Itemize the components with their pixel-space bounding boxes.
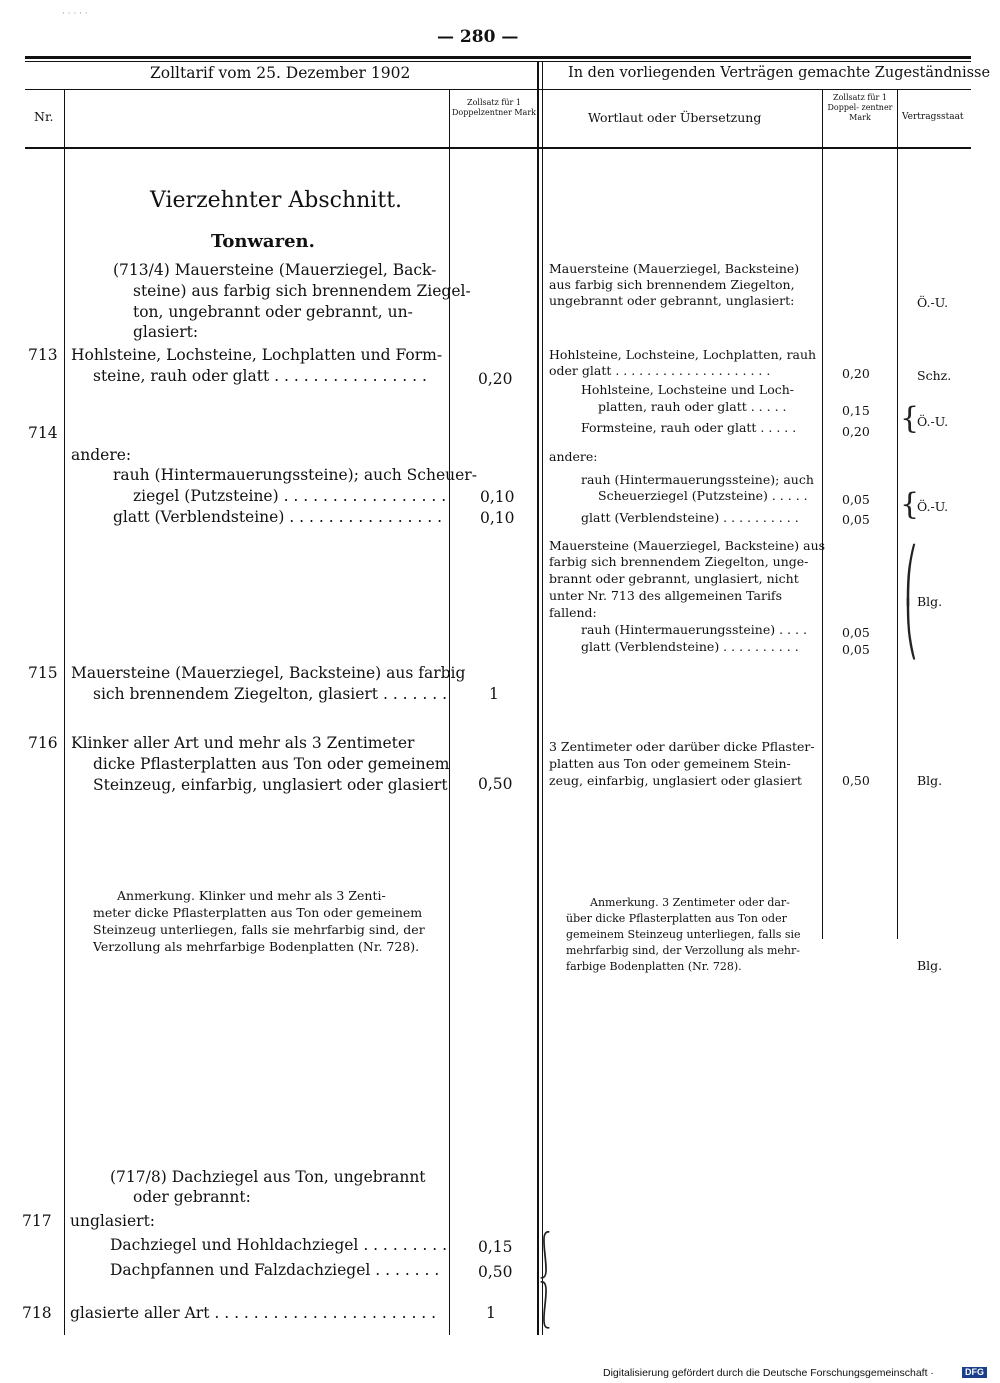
brace-e-lower: ⎝ bbox=[904, 600, 918, 660]
section-subtitle: Tonwaren. bbox=[211, 231, 315, 252]
right-a-line2: aus farbig sich brennendem Ziegelton, bbox=[549, 277, 795, 292]
nr-713: 713 bbox=[28, 346, 58, 364]
rate-716: 0,50 bbox=[478, 775, 513, 793]
header-mid-rule bbox=[25, 89, 971, 90]
text-714-line1: andere: bbox=[71, 446, 132, 464]
right-e-rate2: 0,05 bbox=[842, 642, 870, 657]
right-f-line2: platten aus Ton oder gemeinem Stein- bbox=[549, 756, 791, 771]
right-f-line1: 3 Zentimeter oder darüber dicke Pflaster- bbox=[549, 739, 815, 754]
intro-717-8-line2: oder gebrannt: bbox=[133, 1188, 251, 1206]
anm-right-line5: farbige Bodenplatten (Nr. 728). bbox=[566, 960, 742, 973]
intro-713-4-line4: glasiert: bbox=[133, 323, 199, 341]
intro-717-8-line1: (717/8) Dachziegel aus Ton, ungebrannt bbox=[110, 1168, 426, 1186]
right-c-line3: Formsteine, rauh oder glatt . . . . . bbox=[581, 420, 797, 435]
intro-713-4-line2: steine) aus farbig sich brennendem Ziegel- bbox=[133, 282, 471, 300]
anm-right-state: Blg. bbox=[917, 958, 943, 973]
header-col-state: Vertragsstaat bbox=[902, 112, 964, 122]
right-e-line7: glatt (Verblendsteine) . . . . . . . . . . bbox=[581, 639, 799, 654]
brace-c: { bbox=[900, 401, 920, 436]
nr-715: 715 bbox=[28, 664, 58, 682]
right-b-rate: 0,20 bbox=[842, 366, 870, 381]
right-d-rate2: 0,05 bbox=[842, 512, 870, 527]
col-rule-middle-2 bbox=[542, 61, 543, 1335]
anm-right-line2: über dicke Pflasterplatten aus Ton oder bbox=[566, 912, 787, 925]
rate-715: 1 bbox=[489, 685, 499, 703]
page-number: — 280 — bbox=[437, 27, 519, 47]
col-rule-wording bbox=[822, 89, 823, 939]
text-715-line1: Mauersteine (Mauerziegel, Backsteine) aus farbig bbox=[71, 664, 466, 682]
right-e-line4: unter Nr. 713 des allgemeinen Tarifs bbox=[549, 588, 782, 603]
right-e-line5: fallend: bbox=[549, 605, 597, 620]
col-rule-rate-left bbox=[449, 89, 450, 1335]
right-e-line3: brannt oder gebrannt, unglasiert, nicht bbox=[549, 571, 799, 586]
right-c-line1: Hohlsteine, Lochsteine und Loch- bbox=[581, 382, 795, 397]
right-e-line6: rauh (Hintermauerungssteine) . . . . bbox=[581, 622, 807, 637]
right-e-line2: farbig sich brennendem Ziegelton, unge- bbox=[549, 554, 809, 569]
right-c-state: Ö.-U. bbox=[917, 414, 949, 429]
header-right-title: In den vorliegenden Verträgen gemachte Zugeständnisse bbox=[568, 65, 991, 81]
header-bottom-rule bbox=[25, 147, 971, 149]
brace-717-718: ⎰ bbox=[533, 1228, 557, 1282]
top-marks: · · · · · bbox=[62, 9, 88, 19]
right-d-line3: Scheuerziegel (Putzsteine) . . . . . bbox=[598, 488, 808, 503]
rate-717b: 0,50 bbox=[478, 1263, 513, 1281]
rate-717a: 0,15 bbox=[478, 1238, 513, 1256]
header-left-title: Zolltarif vom 25. Dezember 1902 bbox=[150, 64, 411, 82]
intro-713-4-line3: ton, ungebrannt oder gebrannt, un- bbox=[133, 303, 413, 321]
header-col-nr: Nr. bbox=[34, 109, 54, 124]
right-c-line2: platten, rauh oder glatt . . . . . bbox=[598, 399, 787, 414]
text-714-line3: ziegel (Putzsteine) . . . . . . . . . . . . . . . . . bbox=[133, 487, 447, 505]
nr-717: 717 bbox=[22, 1212, 52, 1230]
right-f-line3: zeug, einfarbig, unglasiert oder glasiert bbox=[549, 773, 802, 788]
text-716-line3: Steinzeug, einfarbig, unglasiert oder glasiert bbox=[93, 776, 448, 794]
rate-714b: 0,10 bbox=[480, 509, 515, 527]
right-a-line3: ungebrannt oder gebrannt, unglasiert: bbox=[549, 293, 795, 308]
text-717-line3: Dachpfannen und Falzdachziegel . . . . . . . bbox=[110, 1261, 440, 1279]
right-b-line1: Hohlsteine, Lochsteine, Lochplatten, rauh bbox=[549, 347, 817, 362]
nr-716: 716 bbox=[28, 734, 58, 752]
anm-right-line3: gemeinem Steinzeug unterliegen, falls sie bbox=[566, 928, 801, 941]
right-f-rate: 0,50 bbox=[842, 773, 870, 788]
header-col-rate-left: Zollsatz für 1 Doppelzentner Mark bbox=[452, 98, 536, 117]
right-a-state: Ö.-U. bbox=[917, 295, 949, 310]
right-e-rate1: 0,05 bbox=[842, 625, 870, 640]
anm-left-line1: Anmerkung. Klinker und mehr als 3 Zenti- bbox=[117, 888, 386, 903]
footer-credit: Digitalisierung gefördert durch die Deutsche Forschungsgemeinschaft · bbox=[603, 1367, 934, 1379]
right-d-rate1: 0,05 bbox=[842, 492, 870, 507]
brace-e-upper: ⎛ bbox=[904, 546, 918, 606]
text-717-line2: Dachziegel und Hohldachziegel . . . . . . . . . bbox=[110, 1236, 448, 1254]
header-top-rule bbox=[25, 56, 971, 59]
right-d-line1: andere: bbox=[549, 449, 598, 464]
intro-713-4-line1: (713/4) Mauersteine (Mauerziegel, Back- bbox=[113, 261, 437, 279]
anm-left-line3: Steinzeug unterliegen, falls sie mehrfarbig sind, der bbox=[93, 922, 425, 937]
col-rule-middle bbox=[537, 61, 539, 1335]
right-b-line2: oder glatt . . . . . . . . . . . . . . . . . . . . bbox=[549, 363, 771, 378]
right-d-line4: glatt (Verblendsteine) . . . . . . . . . . bbox=[581, 510, 799, 525]
header-col-rate-right: Zollsatz für 1 Doppel- zentner Mark bbox=[827, 93, 893, 122]
right-e-state: Blg. bbox=[917, 594, 943, 609]
nr-714: 714 bbox=[28, 424, 58, 442]
text-716-line1: Klinker aller Art und mehr als 3 Zentimeter bbox=[71, 734, 415, 752]
nr-718: 718 bbox=[22, 1304, 52, 1322]
brace-717-718-lower: ⎱ bbox=[533, 1278, 557, 1332]
right-e-line1: Mauersteine (Mauerziegel, Backsteine) aus bbox=[549, 538, 826, 553]
brace-d: { bbox=[900, 487, 920, 522]
header-top-rule-thin bbox=[25, 61, 971, 62]
rate-718: 1 bbox=[486, 1304, 496, 1322]
right-d-line2: rauh (Hintermauerungssteine); auch bbox=[581, 472, 814, 487]
anm-right-line1: Anmerkung. 3 Zentimeter oder dar- bbox=[590, 896, 790, 909]
text-714-line2: rauh (Hintermauerungssteine); auch Scheuer- bbox=[113, 466, 477, 484]
text-718-line1: glasierte aller Art . . . . . . . . . . . . . . . . . . . . . . . bbox=[70, 1304, 437, 1322]
right-d-state: Ö.-U. bbox=[917, 499, 949, 514]
col-rule-rate-right bbox=[897, 89, 898, 939]
right-a-line1: Mauersteine (Mauerziegel, Backsteine) bbox=[549, 261, 800, 276]
rate-713: 0,20 bbox=[478, 370, 513, 388]
text-715-line2: sich brennendem Ziegelton, glasiert . . . . . . . bbox=[93, 685, 448, 703]
text-717-line1: unglasiert: bbox=[70, 1212, 156, 1230]
text-713-line1: Hohlsteine, Lochsteine, Lochplatten und Form- bbox=[71, 346, 443, 364]
right-f-state: Blg. bbox=[917, 773, 943, 788]
text-716-line2: dicke Pflasterplatten aus Ton oder gemeinem bbox=[93, 755, 450, 773]
anm-right-line4: mehrfarbig sind, der Verzollung als mehr- bbox=[566, 944, 800, 957]
right-c-rate2: 0,20 bbox=[842, 424, 870, 439]
anm-left-line2: meter dicke Pflasterplatten aus Ton oder gemeinem bbox=[93, 905, 423, 920]
right-c-rate: 0,15 bbox=[842, 403, 870, 418]
header-col-wording: Wortlaut oder Übersetzung bbox=[588, 110, 762, 125]
right-b-state: Schz. bbox=[917, 368, 952, 383]
dfg-logo: DFG bbox=[962, 1367, 987, 1378]
section-title: Vierzehnter Abschnitt. bbox=[150, 188, 403, 213]
rate-714a: 0,10 bbox=[480, 488, 515, 506]
text-713-line2: steine, rauh oder glatt . . . . . . . . . . . . . . . . bbox=[93, 367, 427, 385]
text-714-line4: glatt (Verblendsteine) . . . . . . . . . . . . . . . . bbox=[113, 508, 443, 526]
anm-left-line4: Verzollung als mehrfarbige Bodenplatten (Nr. 728). bbox=[93, 939, 420, 954]
col-rule-nr bbox=[64, 89, 65, 1335]
